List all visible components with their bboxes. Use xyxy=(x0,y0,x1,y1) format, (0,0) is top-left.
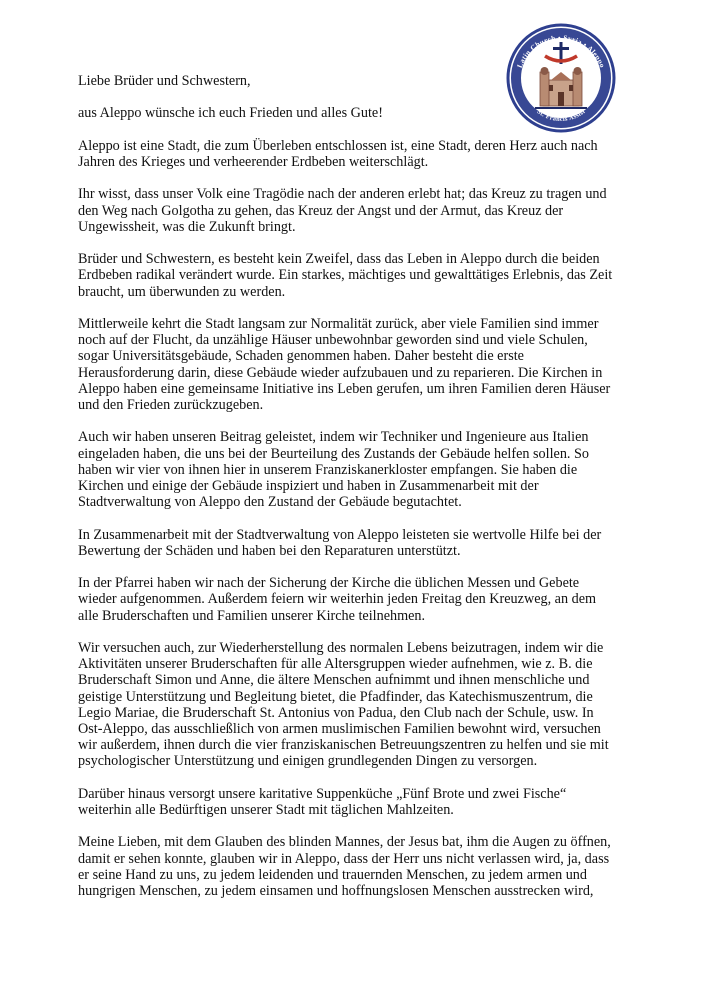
letter-paragraph: Auch wir haben unseren Beitrag geleistet, indem wir Techniker und Ingenieure aus Italien eingeladen haben, die uns bei der Beurteilung des Zustands der Gebäude helfen sollen. So haben wir vier von ihnen hier in unserem Franziskanerkloster empfangen. Sie haben die Kirchen und einige der Gebäude inspiziert und haben in Zusammenarbeit mit der Stadtverwaltung von Aleppo den Zustand der Gebäude begutachtet. xyxy=(78,429,589,511)
letter-paragraph: Darüber hinaus versorgt unsere karitative Suppenküche „Fünf Brote und zwei Fische“ weiterhin alle Bedürftigen unserer Stadt mit täglichen Mahlzeiten. xyxy=(78,785,567,818)
letter-intro: aus Aleppo wünsche ich euch Frieden und alles Gute! xyxy=(78,105,383,122)
letter-paragraph: Aleppo ist eine Stadt, die zum Überleben entschlossen ist, eine Stadt, deren Herz auch nach Jahren des Krieges und verheerender Erdbeben weiterschlägt. xyxy=(78,137,598,170)
letter-paragraph: Ihr wisst, dass unser Volk eine Tragödie nach der anderen erlebt hat; das Kreuz zu tragen und den Weg nach Golgotha zu gehen, das Kreuz der Angst und der Armut, das Kreuz der Ungewissheit, was die Zukunft bringt. xyxy=(78,186,607,235)
letter-paragraph: In der Pfarrei haben wir nach der Sicherung der Kirche die üblichen Messen und Gebete wieder aufgenommen. Außerdem feiern wir weiterhin jeden Freitag den Kreuzweg, an dem alle Bruderschaften und Familien unserer Kirche teilnehmen. xyxy=(78,575,597,624)
letter-greeting: Liebe Brüder und Schwestern, xyxy=(78,73,251,89)
letter-paragraph: Mittlerweile kehrt die Stadt langsam zur Normalität zurück, aber viele Familien sind immer noch auf der Flucht, da unzählige Häuser unbewohnbar geworden sind und viele Schulen, sogar Universitätsgebäude, Schaden genommen haben. Daher besteht die erste Herausforderung darin, diese Gebäude wieder aufzubauen und zu reparieren. Die Kirchen in Aleppo haben eine gemeinsame Initiative ins Leben gerufen, um ihren Familien deren Häuser und den Frieden zurückzugeben. xyxy=(78,315,611,413)
letter-paragraph: Brüder und Schwestern, es besteht kein Zweifel, dass das Leben in Aleppo durch die beiden Erdbeben radikal verändert wurde. Ein starkes, mächtiges und gewalttätiges Erlebnis, das Zeit braucht, um überwunden zu werden. xyxy=(78,251,613,300)
letter-paragraph: In Zusammenarbeit mit der Stadtverwaltung von Aleppo leisteten sie wertvolle Hilfe bei der Bewertung der Schäden und haben bei den Reparaturen unterstützt. xyxy=(78,526,602,559)
svg-text:St. Francis Assisi: St. Francis Assisi xyxy=(535,108,587,124)
svg-text:Latin Church • Syria • Alepp: Latin Church • Syria • Aleppo xyxy=(515,33,607,70)
letter-body xyxy=(78,73,623,915)
letter-paragraph: Meine Lieben, mit dem Glauben des blinden Mannes, der Jesus bat, ihm die Augen zu öffnen, damit er sehen konnte, glauben wir in Aleppo, dass der Herr uns nicht verlassen wird, ja, dass er seine Hand zu uns, zu jedem leidenden und trauernden Menschen, zu jedem armen und hungrigen Menschen, zu jedem einsamen und hoffnungslosen Menschen ausstrecken wird, xyxy=(78,834,611,899)
letter-paragraph: Wir versuchen auch, zur Wiederherstellung des normalen Lebens beizutragen, indem wir die Aktivitäten unserer Bruderschaften für alle Altersgruppen wieder aufnehmen, wie z. B. die Bruderschaft Simon und Anne, die ältere Menschen aufnimmt und ihnen menschliche und geistige Unterstützung und Begleitung bietet, die Pfadfinder, das Katechismuszentrum, die Legio Mariae, die Bruderschaft St. Antonius von Padua, den Club nach der Schule, usw. In Ost-Aleppo, das ausschließlich von armen muslimischen Familien bewohnt wird, versuchen wir außerdem, ihnen durch die vier franziskanischen Betreuungszentren zu helfen und sie mit psychologischer Unterstützung und einigen grundlegenden Dingen zu versorgen. xyxy=(78,639,609,770)
